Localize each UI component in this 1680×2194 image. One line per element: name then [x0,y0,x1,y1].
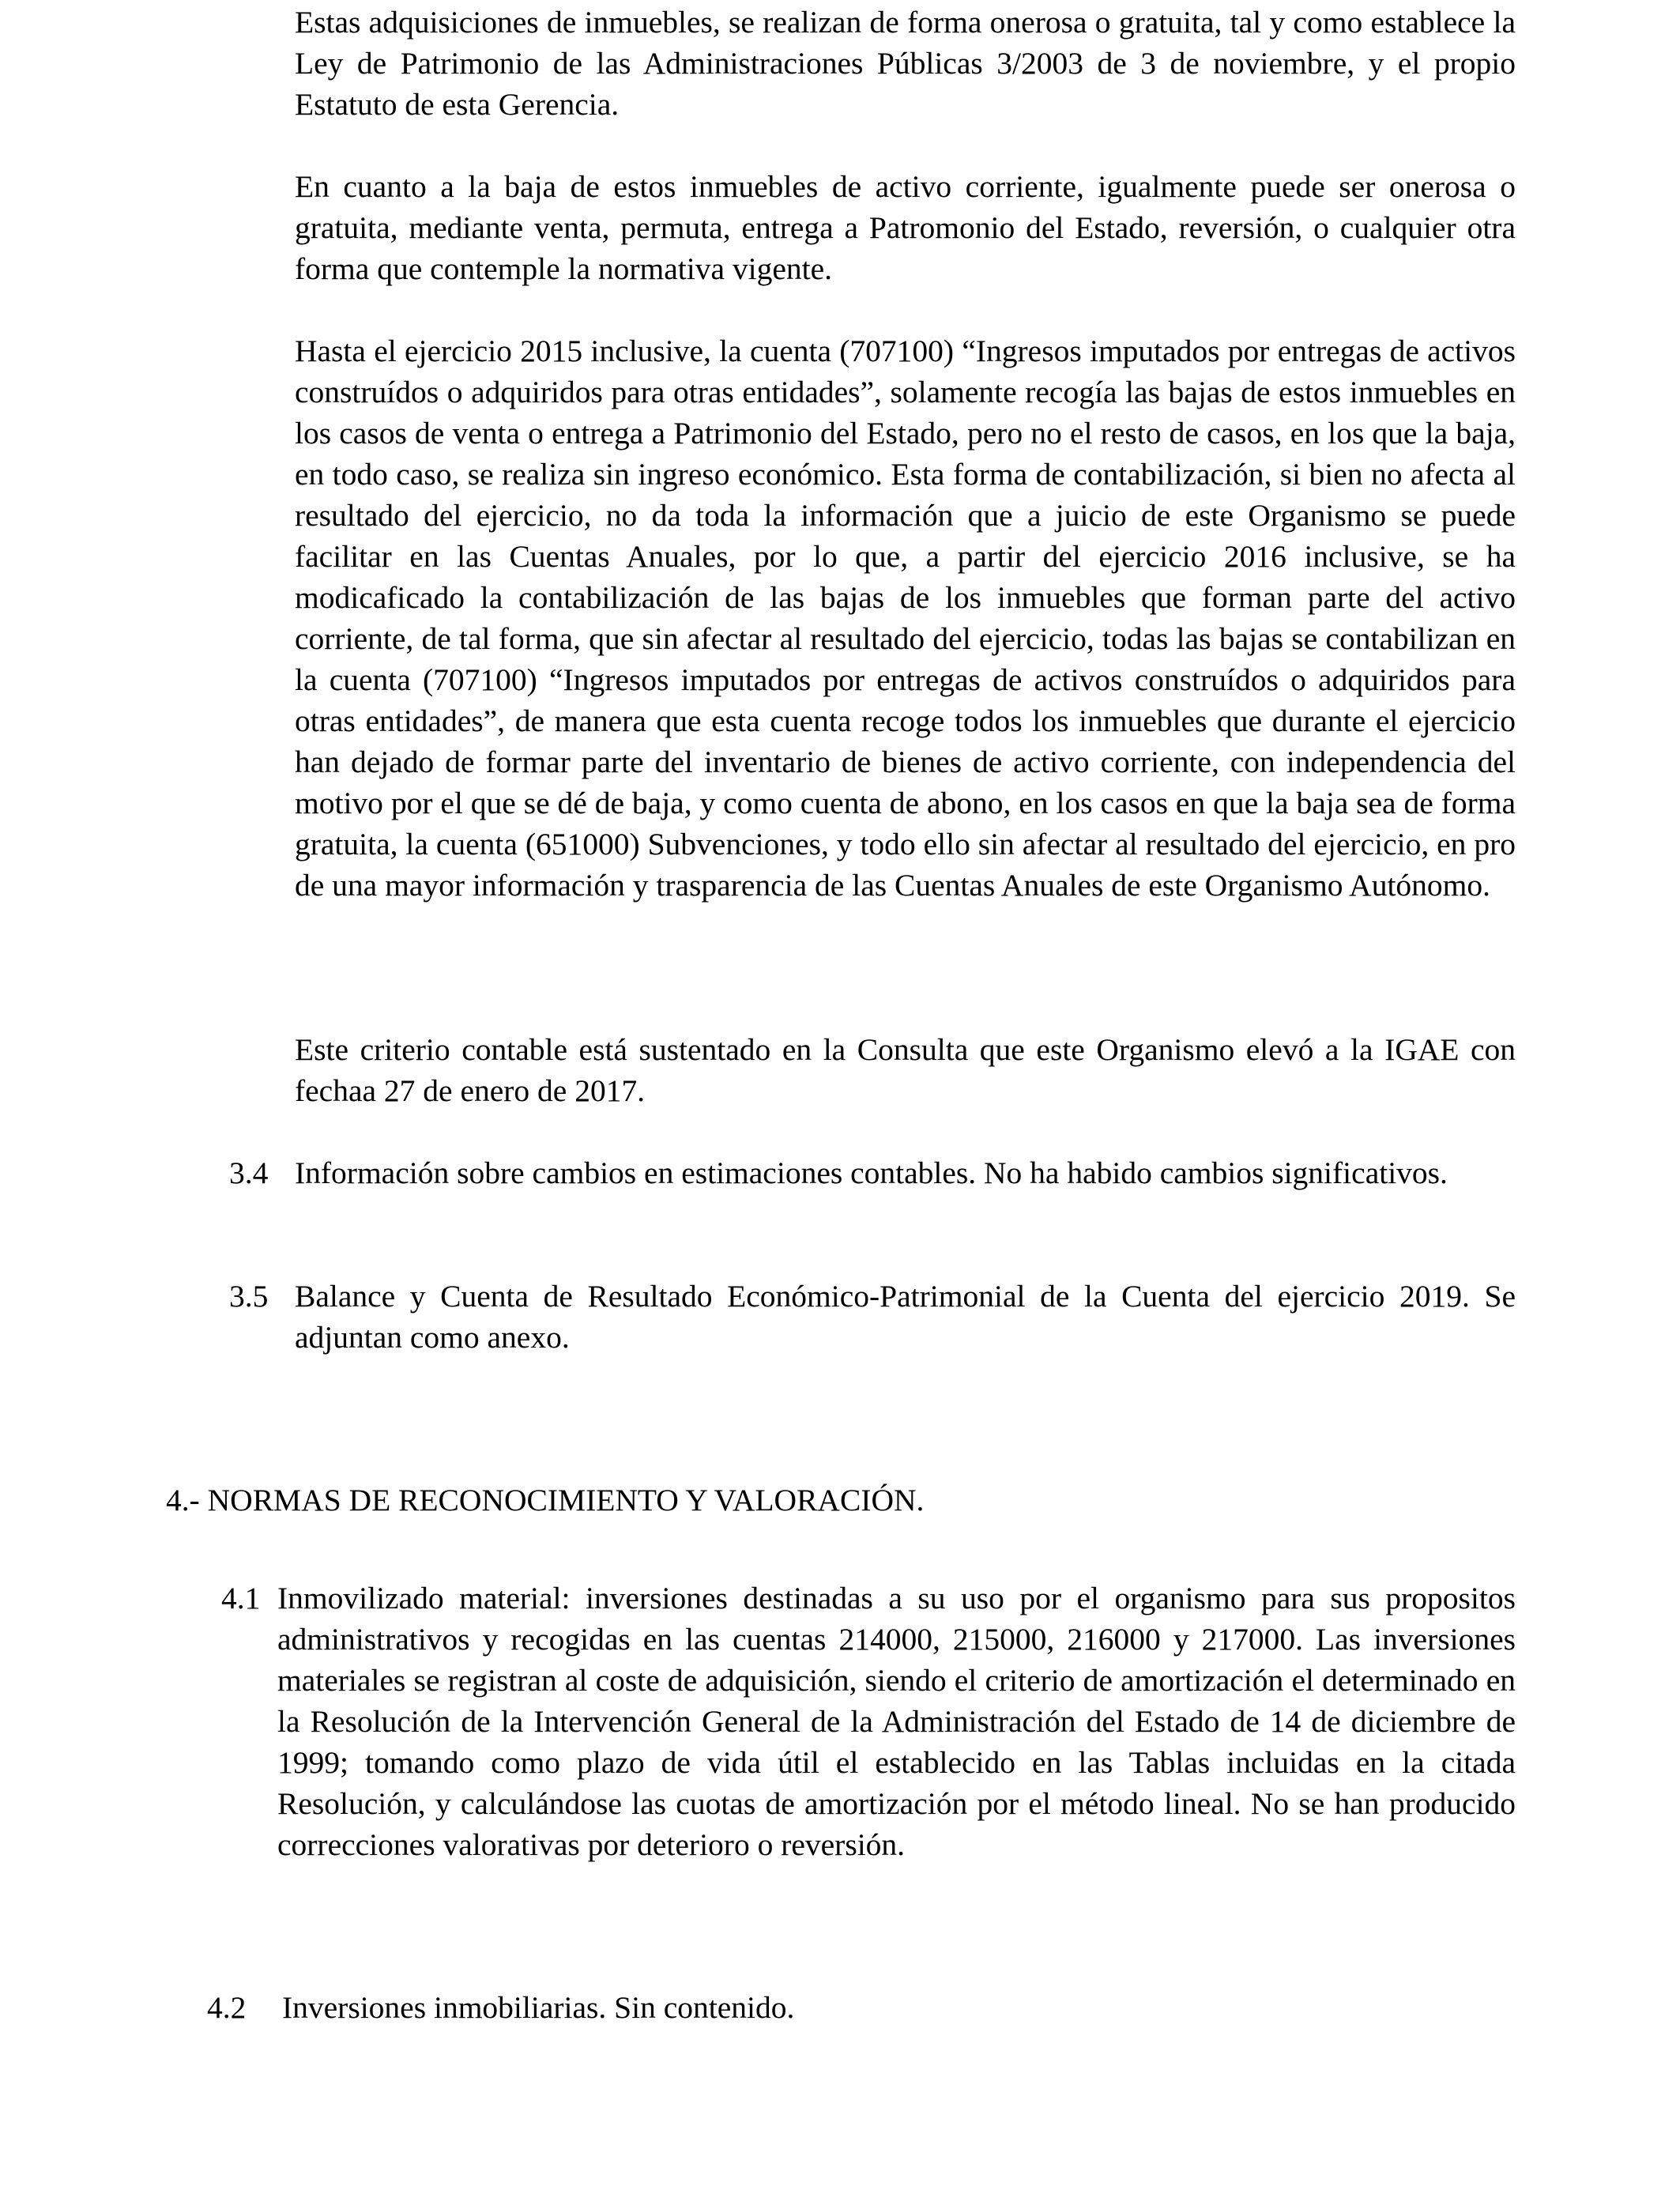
item-3-4 [229,1152,1516,1193]
item-number: 3.5 [229,1279,269,1314]
paragraph-cuenta-707100: Hasta el ejercicio 2015 inclusive, la cuenta (707100) “Ingresos imputados por entregas de activos construídos o adquiridos para otras entidades”, solamente recogía las bajas de estos inmuebles en los casos de venta o entrega a Patrimonio del Estado, pero no el resto de casos, en los que la baja, en todo caso, se realiza sin ingreso económico. Esta forma de contabilización, si bien no afecta al resultado del ejercicio, no da toda la información que a juicio de este Organismo se puede facilitar en las Cuentas Anuales, por lo que, a partir del ejercicio 2016 inclusive, se ha modicaficado la contabilización de las bajas de los inmuebles que forman parte del activo corriente, de tal forma, que sin afectar al resultado del ejercicio, todas las bajas se contabilizan en la cuenta (707100) “Ingresos imputados por entregas de activos construídos o adquiridos para otras entidades”, de manera que esta cuenta recoge todos los inmuebles que durante el ejercicio han dejado de formar parte del inventario de bienes de activo corriente, con independencia del motivo por el que se dé de baja, y como cuenta de abono, en los casos en que la baja sea de forma gratuita, la cuenta (651000) Subvenciones, y todo ello sin afectar al resultado del ejercicio, en pro de una mayor información y trasparencia de las Cuentas Anuales de este Organismo Autónomo. [295,334,1516,903]
item-text: Inmovilizado material: inversiones destinadas a su uso por el organismo para sus propositos administrativos y recogidas en las cuentas 214000, 215000, 216000 y 217000. Las inversiones materiales se registran al coste de adquisición, siendo el criterio de amortización el determinado en la Resolución de la Intervención General de la Administración del Estado de 14 de diciembre de 1999; tomando como plazo de vida útil el establecido en las Tablas incluidas en la citada Resolución, y calculándose las cuotas de amortización por el método lineal. No se han producido correcciones valorativas por deterioro o reversión. [277,1581,1516,1862]
item-text: Inversiones inmobiliarias. Sin contenido. [282,1990,795,2025]
item-3-5 [229,1276,1516,1358]
paragraph-baja-inmuebles: En cuanto a la baja de estos inmuebles de activo corriente, igualmente puede ser onerosa o gratuita, mediante venta, permuta, entrega a Patromonio del Estado, reversión, o cualquier otra forma que contemple la normativa vigente. [295,169,1516,286]
item-text: Información sobre cambios en estimaciones contables. No ha habido cambios significativos. [295,1155,1448,1190]
item-number: 4.1 [221,1581,261,1615]
paragraph-adquisiciones: Estas adquisiciones de inmuebles, se realizan de forma onerosa o gratuita, tal y como establece la Ley de Patrimonio de las Administraciones Públicas 3/2003 de 3 de noviembre, y el propio Estatuto de esta Gerencia. [295,5,1516,122]
paragraph-criterio-contable: Este criterio contable está sustentado en la Consulta que este Organismo elevó a la IGAE con fechaa 27 de enero de 2017. [295,1032,1516,1108]
item-number: 3.4 [229,1155,269,1190]
section-heading: 4.- NORMAS DE RECONOCIMIENTO Y VALORACIÓN. [166,1483,925,1517]
item-number: 4.2 [207,1990,247,2025]
item-text: Balance y Cuenta de Resultado Económico-Patrimonial de la Cuenta del ejercicio 2019. Se adjuntan como anexo. [295,1279,1516,1355]
item-4-2 [207,1987,1516,2028]
item-4-1 [221,1578,1516,1865]
